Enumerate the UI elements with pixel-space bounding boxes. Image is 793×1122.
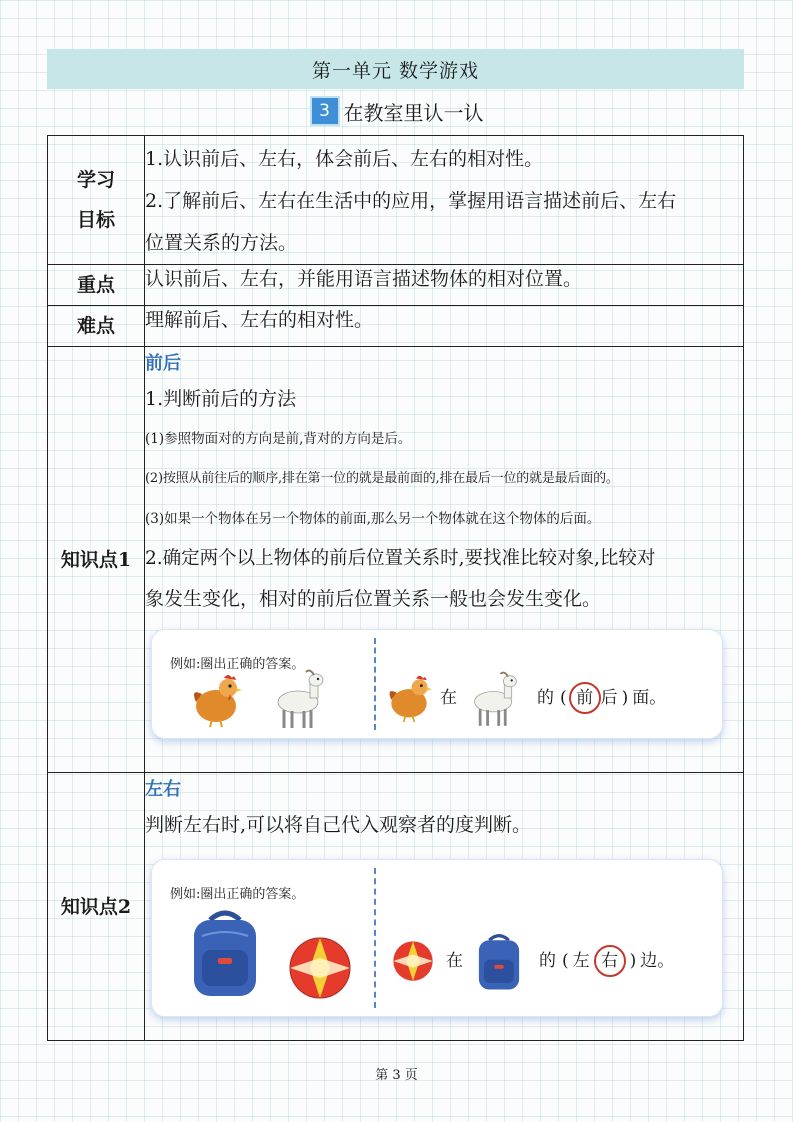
lesson-table — [47, 135, 744, 1041]
ball-image — [392, 940, 434, 982]
unit-banner — [47, 49, 744, 89]
answer-option-circled[interactable]: 右 — [594, 945, 626, 977]
kp2-answer-row — [392, 926, 674, 996]
kp1-answer-row — [386, 666, 666, 730]
kp1-sub1: (1)参照物面对的方向是前,背对的方向是后。 — [145, 431, 412, 447]
kp1-item2-line2: 象发生变化，相对的前后位置关系一般也会发生变化。 — [145, 588, 602, 610]
lesson-number-badge: 3 — [310, 96, 340, 126]
row-knowledge-2 — [48, 773, 744, 1041]
kp1-sub2: (2)按照从前往后的顺序,排在第一位的就是最前面的,排在最后一位的就是最后面的。 — [145, 471, 619, 486]
word-at: 在 — [440, 688, 457, 708]
answer-suffix: 边。 — [640, 951, 675, 971]
goals-content — [145, 136, 744, 265]
difficulty-label: 难点 — [48, 306, 145, 347]
kp1-item1: 1.判断前后的方法 — [145, 388, 297, 410]
kp2-example-label: 例如:圈出正确的答案。 — [170, 887, 305, 902]
backpack-image — [475, 931, 523, 991]
answer-option-circled[interactable]: 前 — [569, 682, 601, 714]
kp2-label: 知识点2 — [48, 773, 145, 1041]
goal-line: 2.了解前后、左右在生活中的应用，掌握用语言描述前后、左右 — [145, 190, 677, 212]
kp2-heading: 左右 — [145, 779, 181, 800]
answer-suffix: 面。 — [632, 688, 667, 708]
goat-image — [272, 666, 328, 730]
paren-close: ) — [621, 688, 629, 708]
hen-image — [190, 672, 242, 728]
backpack-image — [188, 906, 262, 998]
example-divider — [374, 638, 376, 730]
kp1-label: 知识点1 — [48, 347, 145, 773]
row-difficulty — [48, 306, 744, 347]
kp1-example-label: 例如:圈出正确的答案。 — [170, 657, 305, 672]
paren-close: ) — [629, 951, 637, 971]
word-of: 的 — [539, 951, 556, 971]
page-footer: 第 3 页 — [375, 1068, 418, 1083]
key-label: 重点 — [48, 265, 145, 306]
answer-option[interactable]: 左 — [572, 951, 590, 971]
hen-image — [386, 672, 432, 724]
row-knowledge-1 — [48, 347, 744, 773]
kp2-text: 判断左右时,可以将自己代入观察者的度判断。 — [145, 814, 532, 836]
goal-line: 1.认识前后、左右，体会前后、左右的相对性。 — [145, 148, 544, 170]
answer-option[interactable]: 后 — [600, 688, 618, 708]
lesson-title-text: 在教室里认一认 — [343, 100, 484, 125]
goal-line: 位置关系的方法。 — [145, 232, 298, 254]
row-key-point — [48, 265, 744, 306]
unit-title: 第一单元 数学游戏 — [311, 59, 480, 82]
kp1-item2-line1: 2.确定两个以上物体的前后位置关系时,要找准比较对象,比较对 — [145, 548, 656, 569]
word-at: 在 — [446, 951, 463, 971]
row-goals — [48, 136, 744, 265]
key-content: 认识前后、左右，并能用语言描述物体的相对位置。 — [145, 265, 744, 306]
paren-open: ( — [562, 951, 569, 971]
kp1-sub3: (3)如果一个物体在另一个物体的前面,那么另一个物体就在这个物体的后面。 — [145, 511, 601, 527]
goals-label-line2: 目标 — [76, 209, 115, 231]
word-of: 的 — [537, 688, 554, 708]
kp1-heading: 前后 — [145, 353, 181, 374]
kp2-example-box — [151, 859, 723, 1017]
ball-image — [288, 936, 352, 1000]
goals-label-line1: 学习 — [76, 169, 115, 191]
difficulty-content: 理解前后、左右的相对性。 — [145, 306, 744, 347]
kp1-example-box — [151, 629, 723, 739]
paren-open: ( — [560, 688, 567, 708]
goat-image — [469, 667, 521, 729]
kp2-content — [145, 773, 744, 1041]
goals-label — [48, 136, 145, 265]
example-divider — [374, 868, 376, 1008]
lesson-title — [0, 96, 793, 126]
kp1-content — [145, 347, 744, 773]
